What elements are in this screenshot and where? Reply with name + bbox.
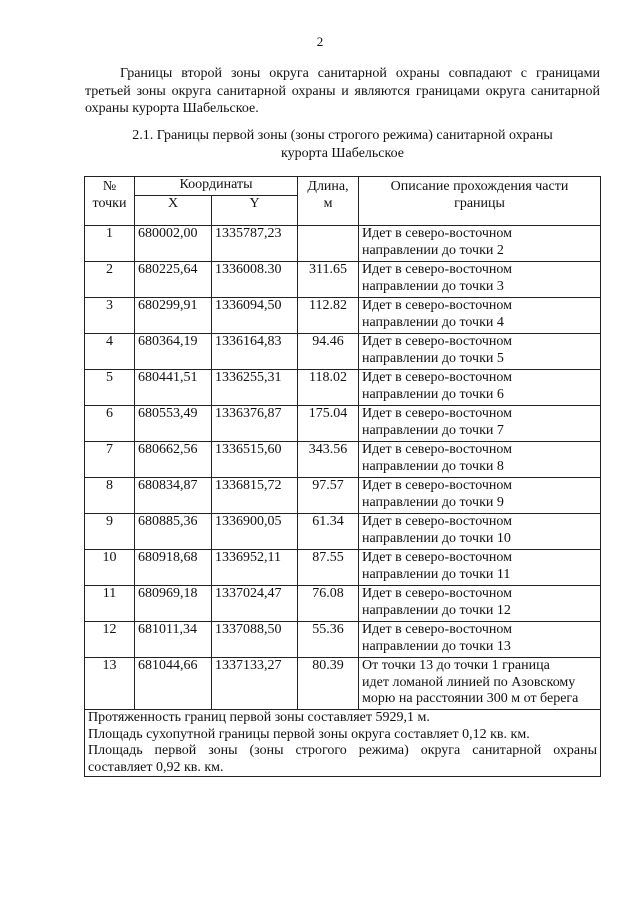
table-row: [85, 478, 601, 514]
cell-y: 1336815,72: [212, 478, 298, 514]
table-row: [85, 262, 601, 298]
cell-point-number: 6: [85, 406, 135, 442]
cell-length: 175.04: [298, 406, 359, 442]
cell-x: 680885,36: [135, 514, 212, 550]
table-row: [85, 442, 601, 478]
cell-x: 680969,18: [135, 586, 212, 622]
section-title-line2: курорта Шабельское: [281, 145, 404, 161]
cell-y: 1336008.30: [212, 262, 298, 298]
table-body: [85, 226, 601, 777]
cell-x: 680662,56: [135, 442, 212, 478]
cell-length: 87.55: [298, 550, 359, 586]
cell-description: Идет в северо-восточном направлении до точки 7: [359, 406, 601, 442]
cell-length: [298, 226, 359, 262]
boundary-coordinates-table: [84, 176, 601, 777]
cell-description: Идет в северо-восточном направлении до точки 11: [359, 550, 601, 586]
summary-total-length: Протяженность границ первой зоны составляет 5929,1 м.: [88, 710, 430, 725]
cell-x: 680299,91: [135, 298, 212, 334]
cell-y: 1337088,50: [212, 622, 298, 658]
cell-description: Идет в северо-восточном направлении до точки 5: [359, 334, 601, 370]
table-row: [85, 226, 601, 262]
cell-length: 61.34: [298, 514, 359, 550]
table-row: [85, 550, 601, 586]
table-row: [85, 514, 601, 550]
cell-y: 1336255,31: [212, 370, 298, 406]
cell-point-number: 11: [85, 586, 135, 622]
cell-length: 118.02: [298, 370, 359, 406]
cell-x: 680441,51: [135, 370, 212, 406]
table-row: [85, 586, 601, 622]
cell-y: 1336515,60: [212, 442, 298, 478]
cell-description: Идет в северо-восточном направлении до точки 13: [359, 622, 601, 658]
cell-x: 680553,49: [135, 406, 212, 442]
cell-point-number: 13: [85, 658, 135, 710]
summary-cell: [85, 710, 601, 777]
cell-point-number: 5: [85, 370, 135, 406]
cell-description: От точки 13 до точки 1 граница идет ломаной линией по Азовскому морю на расстоянии 300 м от берега: [359, 658, 601, 710]
cell-description: Идет в северо-восточном направлении до точки 2: [359, 226, 601, 262]
table-header-row: [85, 177, 601, 196]
summary-row: [85, 710, 601, 777]
cell-y: 1336376,87: [212, 406, 298, 442]
cell-description: Идет в северо-восточном направлении до точки 12: [359, 586, 601, 622]
cell-point-number: 4: [85, 334, 135, 370]
header-x: X: [135, 196, 212, 226]
cell-length: 343.56: [298, 442, 359, 478]
cell-y: 1337133,27: [212, 658, 298, 710]
cell-description: Идет в северо-восточном направлении до точки 3: [359, 262, 601, 298]
cell-x: 680918,68: [135, 550, 212, 586]
header-point-number: № точки: [85, 177, 135, 226]
cell-point-number: 3: [85, 298, 135, 334]
header-coordinates: Координаты: [135, 177, 298, 196]
cell-length: 76.08: [298, 586, 359, 622]
cell-x: 681044,66: [135, 658, 212, 710]
cell-description: Идет в северо-восточном направлении до точки 10: [359, 514, 601, 550]
cell-point-number: 8: [85, 478, 135, 514]
cell-length: 97.57: [298, 478, 359, 514]
cell-y: 1335787,23: [212, 226, 298, 262]
section-title: [85, 127, 600, 162]
header-y: Y: [212, 196, 298, 226]
cell-point-number: 1: [85, 226, 135, 262]
cell-x: 680002,00: [135, 226, 212, 262]
cell-y: 1336900,05: [212, 514, 298, 550]
summary-land-area: Площадь сухопутной границы первой зоны округа составляет 0,12 кв. км.: [88, 726, 530, 742]
cell-point-number: 7: [85, 442, 135, 478]
cell-length: 80.39: [298, 658, 359, 710]
cell-point-number: 2: [85, 262, 135, 298]
cell-description: Идет в северо-восточном направлении до точки 4: [359, 298, 601, 334]
cell-point-number: 10: [85, 550, 135, 586]
cell-description: Идет в северо-восточном направлении до точки 6: [359, 370, 601, 406]
table-row: [85, 406, 601, 442]
table-row: [85, 334, 601, 370]
table-row: [85, 370, 601, 406]
cell-length: 311.65: [298, 262, 359, 298]
table-row-last: [85, 658, 601, 710]
cell-y: 1337024,47: [212, 586, 298, 622]
section-title-line1: 2.1. Границы первой зоны (зоны строгого режима) санитарной охраны: [132, 128, 553, 143]
cell-description: Идет в северо-восточном направлении до точки 9: [359, 478, 601, 514]
intro-paragraph: Границы второй зоны округа санитарной охраны совпадают с границами третьей зоны округа санитарной охраны и являются границами округа санитарной охраны курорта Шабельское.: [85, 66, 600, 116]
cell-point-number: 9: [85, 514, 135, 550]
cell-length: 112.82: [298, 298, 359, 334]
header-description: Описание прохождения части границы: [359, 177, 601, 226]
table-row: [85, 298, 601, 334]
cell-x: 680834,87: [135, 478, 212, 514]
table-row: [85, 622, 601, 658]
cell-description: Идет в северо-восточном направлении до точки 8: [359, 442, 601, 478]
cell-length: 55.36: [298, 622, 359, 658]
page-number: 2: [316, 34, 324, 49]
summary-zone-area: Площадь первой зоны (зоны строгого режима) округа санитарной охраны составляет 0,92 кв. км.: [88, 743, 598, 775]
cell-x: 681011,34: [135, 622, 212, 658]
header-length: Длина, м: [298, 177, 359, 226]
cell-y: 1336164,83: [212, 334, 298, 370]
cell-y: 1336952,11: [212, 550, 298, 586]
cell-x: 680364,19: [135, 334, 212, 370]
cell-x: 680225,64: [135, 262, 212, 298]
cell-length: 94.46: [298, 334, 359, 370]
cell-y: 1336094,50: [212, 298, 298, 334]
cell-point-number: 12: [85, 622, 135, 658]
